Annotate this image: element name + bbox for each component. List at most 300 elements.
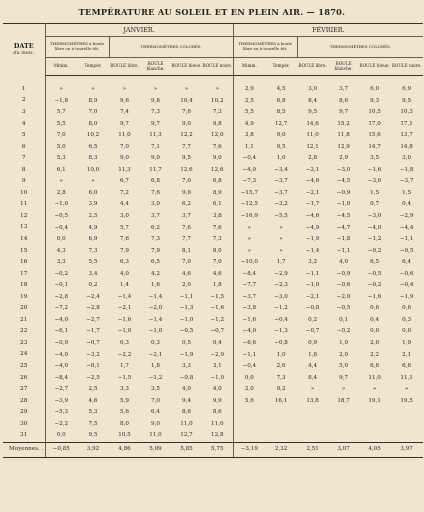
value-cell: 2,8 (308, 155, 318, 162)
value-cell: −3,9 (45, 396, 77, 408)
value-cell: −8,4 (45, 373, 77, 385)
value-cell: » (310, 386, 315, 393)
value-cell: 6,4 (151, 409, 160, 416)
value-cell (265, 407, 297, 419)
value-cell: 11,8 (337, 132, 350, 139)
value-cell: −1,1 (336, 247, 351, 254)
table-row (3, 303, 423, 315)
table-row (3, 257, 423, 269)
table-row (3, 407, 423, 419)
value-cell: −1,2 (210, 316, 225, 323)
value-cell: 11,7 (149, 166, 162, 173)
value-cell: −10,0 (233, 257, 265, 269)
value-cell: 6,2 (151, 224, 160, 231)
value-cell: 6,1 (212, 201, 222, 208)
table-row (3, 269, 423, 281)
value-cell: 13,8 (306, 397, 319, 404)
value-cell: 10,4 (180, 97, 193, 104)
average-cell: 4,05 (359, 442, 390, 457)
value-cell: −2,9 (274, 270, 288, 277)
value-cell: 0,3 (402, 316, 412, 323)
value-cell: −2,8 (45, 292, 77, 304)
value-cell: 3,8 (233, 130, 265, 142)
value-cell: −1,1 (305, 270, 320, 277)
average-cell: 3,92 (77, 442, 109, 457)
column-header: Minim. (233, 58, 265, 76)
table-row (3, 107, 423, 119)
day-cell: 19 (3, 292, 45, 304)
table-row (3, 153, 423, 165)
day-cell: 8 (3, 165, 45, 177)
day-cell: 9 (3, 176, 45, 188)
value-cell: 9,2 (276, 386, 286, 393)
value-cell: 1,5 (402, 189, 412, 196)
value-cell: 3,3 (182, 363, 191, 370)
group-header-free-bulb-feb: THERMOMÈTRES à boule libre ou à tourelle tôt. (233, 37, 297, 58)
group-header-colored-feb: THERMOMÈTRES COLORÉS. (297, 37, 423, 58)
value-cell: −5,3 (45, 407, 77, 419)
value-cell: 11,0 (306, 132, 319, 139)
value-cell: 5,3 (45, 153, 77, 165)
average-cell: −0,85 (45, 442, 77, 457)
value-cell: 5,0 (45, 142, 77, 154)
value-cell: −2,2 (117, 351, 132, 358)
value-cell: −0,8 (274, 340, 288, 346)
average-cell: −3,19 (233, 442, 265, 457)
table-row (3, 199, 423, 211)
column-header: BOULE libre. (297, 58, 328, 76)
value-cell (297, 407, 328, 419)
value-cell: −1,9 (305, 236, 320, 243)
value-cell: 11,0 (180, 420, 193, 427)
table-row (3, 223, 423, 235)
value-cell: 11,0 (211, 420, 224, 427)
day-cell: 1 (3, 84, 45, 96)
table-row (3, 419, 423, 431)
value-cell: −1,0 (336, 201, 351, 208)
value-cell: −7,3 (233, 176, 265, 188)
column-header: BOULE blanche. (328, 58, 359, 76)
value-cell: 15,2 (337, 120, 350, 127)
value-cell: 4,9 (233, 119, 265, 131)
value-cell: 1,6 (151, 282, 160, 289)
value-cell: 0,0 (402, 328, 412, 335)
value-cell (265, 430, 297, 442)
averages-label: Moyennes. . (3, 442, 45, 457)
value-cell: 2,9 (339, 155, 349, 162)
value-cell (328, 407, 359, 419)
value-cell: 3,9 (88, 201, 98, 208)
value-cell: 2,5 (88, 386, 98, 393)
value-cell (359, 430, 390, 442)
value-cell: 17,0 (368, 120, 381, 127)
value-cell: −0,4 (45, 223, 77, 235)
value-cell: 3,0 (151, 201, 160, 208)
value-cell: 7,0 (182, 178, 191, 185)
value-cell: −4,0 (233, 165, 265, 177)
value-cell: −0,2 (367, 247, 382, 254)
value-cell: −4,0 (45, 361, 77, 373)
value-cell: 12,8 (211, 432, 224, 439)
column-header: BOULE noire. (202, 58, 233, 76)
value-cell: 7,6 (182, 109, 191, 116)
value-cell (390, 430, 423, 442)
value-cell: » (215, 85, 219, 92)
value-cell: » (233, 246, 265, 258)
table-row (3, 350, 423, 362)
value-cell: −1,0 (305, 282, 320, 289)
value-cell: −0,9 (336, 270, 351, 277)
value-cell: » (122, 85, 127, 92)
table-row (3, 361, 423, 373)
value-cell: » (45, 84, 77, 96)
value-cell: 7,0 (120, 143, 129, 150)
value-cell: 16,1 (274, 397, 288, 404)
value-cell: −0,5 (367, 270, 382, 277)
value-cell: −1,8 (399, 166, 414, 173)
value-cell: 9,5 (276, 143, 286, 150)
value-cell (328, 419, 359, 431)
value-cell: 9,3 (370, 97, 380, 104)
value-cell: 0,0 (45, 430, 77, 442)
column-header: Minim. (45, 58, 77, 76)
value-cell: −2,0 (336, 293, 351, 300)
value-cell: 7,0 (212, 259, 222, 266)
value-cell: −12,5 (233, 199, 265, 211)
value-cell: −1,2 (274, 305, 288, 312)
value-cell (359, 407, 390, 419)
value-cell: 18,7 (337, 397, 350, 404)
day-cell: 27 (3, 384, 45, 396)
value-cell: 7,3 (212, 109, 222, 116)
table-row (3, 373, 423, 385)
value-cell: −1,8 (45, 96, 77, 108)
value-cell: 0,2 (308, 316, 318, 323)
value-cell: 0,3 (151, 340, 160, 346)
value-cell: 3,7 (339, 85, 349, 92)
value-cell: 14,8 (400, 143, 413, 150)
value-cell: 9,5 (88, 432, 98, 439)
group-header-colored-jan: THERMOMÈTRES COLORÉS. (109, 37, 233, 58)
value-cell: −2,1 (305, 166, 320, 173)
value-cell: 12,2 (180, 132, 193, 139)
value-cell: 2,1 (402, 351, 412, 358)
value-cell: » (153, 85, 158, 92)
value-cell: 8,0 (120, 420, 129, 427)
value-cell: 9,5 (308, 109, 318, 116)
value-cell: 2,8 (45, 188, 77, 200)
value-cell: −15,7 (233, 188, 265, 200)
value-cell: 5,5 (88, 259, 98, 266)
value-cell: −0,5 (399, 247, 414, 254)
value-cell: −3,2 (86, 351, 100, 358)
value-cell (297, 430, 328, 442)
column-header-row (3, 58, 423, 76)
value-cell: 8,4 (308, 97, 318, 104)
value-cell: 3,2 (308, 259, 318, 266)
day-cell: 17 (3, 269, 45, 281)
value-cell: 6,8 (151, 178, 160, 185)
value-cell: 7,4 (120, 109, 129, 116)
value-cell: 6,9 (402, 85, 412, 92)
value-cell: 8,6 (212, 409, 222, 416)
value-cell: −4,7 (336, 224, 351, 231)
value-cell: 3,8 (212, 212, 222, 219)
value-cell: 2,0 (370, 340, 380, 346)
value-cell: 4,3 (45, 246, 77, 258)
value-cell: 7,6 (120, 236, 129, 243)
table-row (3, 315, 423, 327)
value-cell: 0,4 (370, 316, 380, 323)
value-cell: −0,2 (45, 269, 77, 281)
value-cell: 12,7 (274, 120, 288, 127)
table-row (3, 396, 423, 408)
value-cell: 8,6 (182, 409, 191, 416)
value-cell: −1,6 (117, 316, 132, 323)
value-cell: 3,3 (120, 386, 129, 393)
value-cell: −1,0 (148, 328, 163, 335)
value-cell (390, 419, 423, 431)
value-cell: 6,0 (88, 189, 98, 196)
value-cell: 9,9 (212, 397, 222, 404)
day-cell: 15 (3, 246, 45, 258)
value-cell: 0,7 (370, 201, 380, 208)
value-cell: 6,8 (212, 178, 222, 185)
table-row (3, 326, 423, 338)
value-cell: 19,1 (368, 397, 381, 404)
value-cell: −2,0 (148, 305, 163, 312)
group-header-free-bulb-jan: THERMOMÈTRES à boule libre ou à tourelle tôt. (45, 37, 109, 58)
value-cell: 9,0 (182, 120, 191, 127)
value-cell: » (279, 224, 283, 231)
value-cell: −1,1 (233, 350, 265, 362)
value-cell: 9,8 (151, 97, 160, 104)
value-cell: 5,3 (88, 409, 98, 416)
day-cell: 14 (3, 234, 45, 246)
average-cell: 3,07 (328, 442, 359, 457)
value-cell: » (184, 85, 189, 92)
value-cell: −0,6 (336, 282, 351, 289)
value-cell: −0,4 (274, 316, 288, 323)
value-cell: −0,9 (336, 189, 351, 196)
day-cell: 26 (3, 373, 45, 385)
value-cell: −3,4 (274, 166, 288, 173)
value-cell: 11,0 (118, 132, 131, 139)
value-cell: 0,9 (308, 340, 318, 346)
value-cell: 8,4 (308, 374, 318, 381)
day-cell: 25 (3, 361, 45, 373)
value-cell: −2,5 (86, 374, 100, 381)
value-cell: 9,0 (151, 420, 160, 427)
value-cell: » (233, 223, 265, 235)
value-cell: 17,1 (400, 120, 413, 127)
day-cell: 4 (3, 119, 45, 131)
value-cell: −0,7 (210, 328, 225, 335)
day-cell: 30 (3, 419, 45, 431)
value-cell: 3,4 (88, 270, 98, 277)
value-cell: 12,0 (211, 132, 224, 139)
value-cell: −2,7 (45, 384, 77, 396)
value-cell (328, 430, 359, 442)
value-cell: −2,1 (117, 305, 132, 312)
value-cell: » (404, 386, 409, 393)
value-cell: −0,1 (86, 363, 100, 370)
day-cell: 24 (3, 350, 45, 362)
value-cell: 9,8 (212, 120, 222, 127)
value-cell: 1,4 (120, 282, 129, 289)
value-cell: 2,0 (233, 384, 265, 396)
value-cell: −3,6 (367, 178, 382, 185)
value-cell: 3,7 (182, 212, 191, 219)
value-cell: 9,7 (151, 120, 160, 127)
table-row (3, 188, 423, 200)
value-cell: −0,6 (399, 270, 414, 277)
value-cell: −1,6 (367, 166, 382, 173)
value-cell: 8,0 (88, 120, 98, 127)
value-cell: −2,3 (274, 282, 288, 289)
value-cell: 7,6 (212, 143, 222, 150)
value-cell: −7,7 (233, 280, 265, 292)
value-cell: −0,5 (45, 211, 77, 223)
value-cell: 0,5 (182, 340, 191, 346)
value-cell: −1,4 (305, 247, 320, 254)
average-cell: 4,86 (109, 442, 140, 457)
value-cell: −16,9 (233, 211, 265, 223)
value-cell: −0,4 (399, 282, 414, 289)
column-header: Tempér. (265, 58, 297, 76)
value-cell: 11,3 (118, 166, 131, 173)
value-cell: » (45, 176, 77, 188)
value-cell: −1,0 (210, 374, 225, 381)
average-cell: 2,32 (265, 442, 297, 457)
value-cell: 0,0 (233, 373, 265, 385)
page-title: TEMPÉRATURE AU SOLEIL ET EN PLEIN AIR. — 1870. (78, 7, 346, 17)
value-cell: 4,0 (339, 259, 349, 266)
value-cell: 3,7 (151, 212, 160, 219)
value-cell: 5,5 (233, 107, 265, 119)
value-cell: 7,0 (151, 397, 160, 404)
table-row (3, 96, 423, 108)
day-cell: 7 (3, 153, 45, 165)
month-header-february: FÉVRIER. (233, 24, 423, 37)
value-cell: 2,5 (233, 96, 265, 108)
table-row (3, 84, 423, 96)
value-cell: −6,6 (233, 338, 265, 350)
value-cell: 2,2 (370, 351, 380, 358)
day-cell: 11 (3, 199, 45, 211)
month-header-january: JANVIER. (45, 24, 233, 37)
value-cell: −3,2 (274, 201, 288, 208)
value-cell: 4,4 (308, 363, 318, 370)
value-cell: 5,0 (339, 363, 349, 370)
value-cell: −3,7 (274, 189, 288, 196)
average-cell: 5,09 (140, 442, 171, 457)
table-row (3, 292, 423, 304)
value-cell: 7,3 (276, 374, 286, 381)
value-cell: 6,1 (45, 165, 77, 177)
value-cell: 6,7 (120, 178, 129, 185)
value-cell: 4,6 (212, 270, 222, 277)
value-cell: 8,3 (88, 155, 98, 162)
value-cell: » (279, 236, 283, 243)
value-cell: −4,9 (305, 224, 320, 231)
value-cell: −1,0 (117, 328, 132, 335)
value-cell: −1,8 (336, 236, 351, 243)
value-cell: 3,5 (370, 155, 380, 162)
value-cell: 0,1 (339, 316, 349, 323)
value-cell: −1,3 (274, 328, 288, 335)
day-cell: 23 (3, 338, 45, 350)
value-cell: −2,1 (305, 189, 320, 196)
value-cell: 4,0 (120, 270, 129, 277)
value-cell: 4,6 (88, 397, 98, 404)
value-cell: 0,3 (120, 340, 129, 346)
value-cell: 4,2 (151, 270, 160, 277)
value-cell: −3,0 (367, 212, 382, 219)
value-cell: 4,0 (212, 386, 222, 393)
value-cell: −1,7 (305, 201, 320, 208)
value-cell: 9,5 (402, 97, 412, 104)
value-cell: 7,5 (88, 420, 98, 427)
table-row (3, 130, 423, 142)
value-cell: −0,7 (86, 340, 100, 346)
value-cell: 1,5 (370, 189, 380, 196)
day-cell: 21 (3, 315, 45, 327)
value-cell: −0,1 (45, 280, 77, 292)
value-cell: 7,3 (151, 109, 160, 116)
value-cell: −4,0 (233, 326, 265, 338)
value-cell: 13,7 (400, 132, 413, 139)
value-cell: 4,6 (182, 270, 191, 277)
value-cell: 5,5 (45, 119, 77, 131)
table-row (3, 384, 423, 396)
value-cell: 6,5 (88, 143, 98, 150)
value-cell: −1,6 (210, 305, 225, 312)
table-row (3, 165, 423, 177)
value-cell: 7,6 (182, 224, 191, 231)
value-cell: 9,0 (151, 155, 160, 162)
column-header: Tempér. (77, 58, 109, 76)
value-cell: 7,9 (120, 247, 129, 254)
value-cell: 12,9 (337, 143, 350, 150)
day-cell: 20 (3, 303, 45, 315)
value-cell: 2,5 (88, 212, 98, 219)
value-cell: 3,3 (45, 257, 77, 269)
value-cell: 12,6 (211, 166, 224, 173)
value-cell: −1,9 (399, 293, 414, 300)
value-cell: 10,3 (400, 109, 413, 116)
value-cell: 1,7 (120, 363, 129, 370)
value-cell: 2,9 (233, 84, 265, 96)
value-cell: 10,5 (118, 432, 131, 439)
value-cell: −6,1 (45, 326, 77, 338)
value-cell: 7,2 (120, 189, 129, 196)
value-cell: 5,6 (233, 396, 265, 408)
value-cell: 0,0 (370, 328, 380, 335)
value-cell: −8,4 (233, 269, 265, 281)
value-cell: −4,5 (336, 178, 351, 185)
value-cell: 0,4 (212, 340, 222, 346)
value-cell: −3,7 (399, 178, 414, 185)
day-cell: 31 (3, 430, 45, 442)
value-cell: 6,4 (402, 259, 412, 266)
value-cell: 6,2 (182, 201, 191, 208)
value-cell: 5,7 (120, 224, 129, 231)
value-cell: 2,0 (182, 282, 191, 289)
value-cell: −4,6 (305, 178, 320, 185)
value-cell: 4,5 (276, 85, 286, 92)
value-cell: 5,9 (120, 397, 129, 404)
